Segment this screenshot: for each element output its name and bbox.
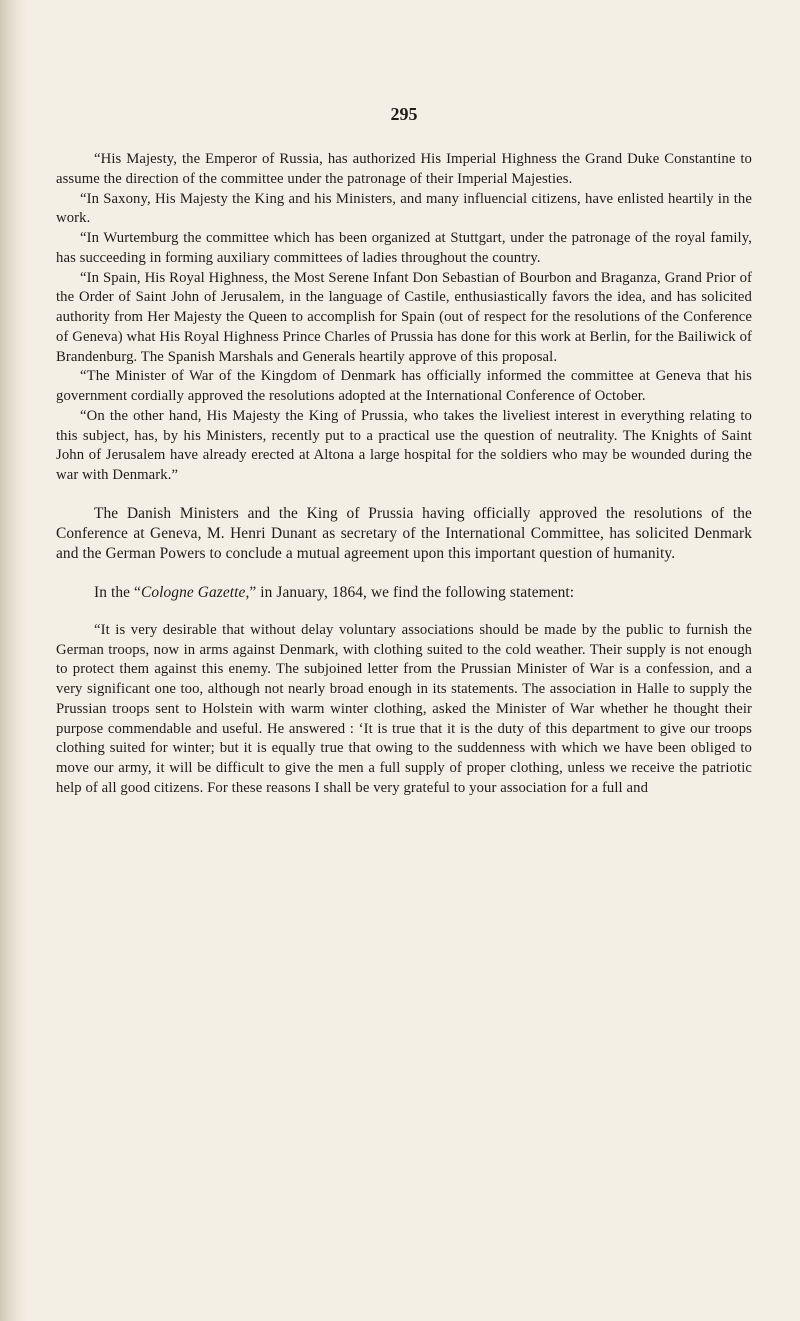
page-gutter-shadow [0,0,26,1321]
cologne-gazette-title: Cologne Gazette [140,583,246,601]
paragraph-spacer [56,486,752,504]
quote-paragraph-spain: “In Spain, His Royal Highness, the Most Serene Infant Don Sebastian of Bourbon and Braganza, Grand Prior of the Order of Saint John of Jerusalem, in the language of Castile, enthusiastically favors the idea, and has solicited authority from Her Majesty the Queen to accomplish for Spain (out of respect for the resolutions of the Conference of Geneva) what His Royal Highness Prince Charles of Prussia has done for this work at Berlin, for the Bailiwick of Brandenburg. The Spanish Marshals and Generals heartily approve of this proposal. [56,269,752,365]
paragraph-statement: “It is very desirable that without delay voluntary associations should be made by the public to furnish the German troops, now in arms against Denmark, with clothing suited to the cold weather. Their supply is not enough to protect them against this enemy. The subjoined letter from the Prussian Minister of War is a confession, and a very significant one too, although not nearly broad enough in its statements. The association in Halle to supply the Prussian troops sent to Holstein with warm winter clothing, asked the Minister of War whether he thought their purpose commendable and useful. He answered : ‘It is true that it is the duty of this department to give our troops clothing suited for winter; but it is equally true that owing to the suddenness with which we have been obliged to move our army, it will be difficult to give the men a full supply of proper clothing, unless we receive the patriotic help of all good citizens. For these reasons I shall be very grateful to your association for a full and [56,621,752,796]
page-number: 295 [390,104,418,124]
quote-paragraph-saxony: “In Saxony, His Majesty the King and his Ministers, and many influencial citizens, have enlisted heartily in the work. [56,190,752,227]
page-body [56,150,752,799]
cologne-prefix: In the “ [94,583,141,601]
paragraph-cologne-gazette [56,583,752,603]
cologne-suffix: ,” in January, 1864, we find the following statement: [245,583,575,601]
paragraph-danish-ministers: The Danish Ministers and the King of Prussia having officially approved the resolutions of the Conference at Geneva, M. Henri Dunant as secretary of the International Committee, has solicited Denmark and the German Powers to conclude a mutual agreement upon this important question of humanity. [56,504,752,563]
paragraph-spacer [56,565,752,583]
paragraph-spacer [56,603,752,621]
quote-paragraph-russia: “His Majesty, the Emperor of Russia, has authorized His Imperial Highness the Grand Duke Constantine to assume the direction of the committee under the patronage of their Imperial Majesties. [56,151,752,187]
quote-paragraph-prussia: “On the other hand, His Majesty the King of Prussia, who takes the liveliest interest in everything relating to this subject, has, by his Ministers, recently put to a practical use the question of neutrality. The Knights of Saint John of Jerusalem have already erected at Altona a large hospital for the soldiers who may be wounded during the war with Denmark.” [56,407,752,483]
quote-paragraph-wurtemburg: “In Wurtemburg the committee which has been organized at Stuttgart, under the patronage of the royal family, has succeeding in forming auxiliary committees of ladies throughout the country. [56,230,752,266]
quoted-statement [56,621,752,799]
quote-paragraph-denmark: “The Minister of War of the Kingdom of Denmark has officially informed the committee at Geneva that his government cordially approved the resolutions adopted at the International Conference of October. [56,368,752,404]
quoted-letter [56,150,752,486]
